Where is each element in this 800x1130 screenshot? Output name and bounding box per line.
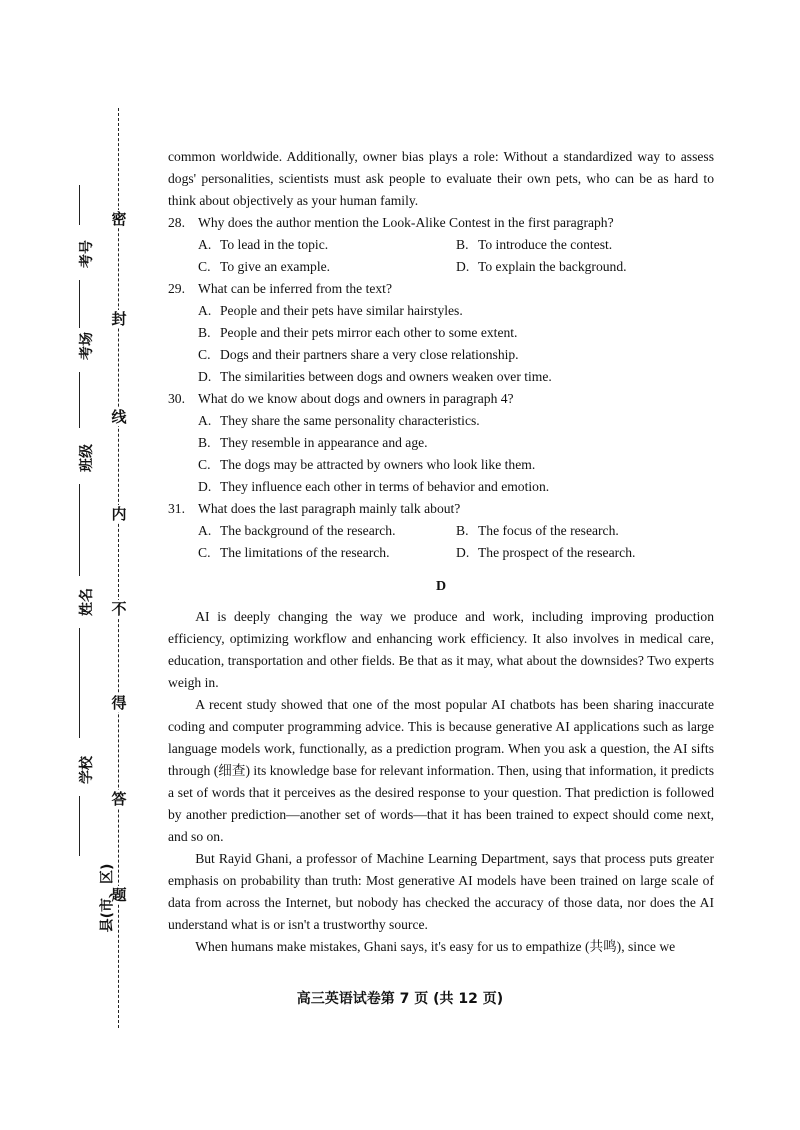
option-letter: B. <box>456 523 469 538</box>
option-text: People and their pets mirror each other to some extent. <box>220 325 518 340</box>
question-30-options <box>168 410 714 498</box>
option-b <box>456 520 714 542</box>
exam-room-blank <box>79 280 80 328</box>
option-text: The dogs may be attracted by owners who look like them. <box>220 457 536 472</box>
question-30 <box>168 388 714 410</box>
option-letter: D. <box>198 369 212 384</box>
option-b <box>198 322 714 344</box>
question-28 <box>168 212 714 234</box>
school-label: 学校 <box>79 756 95 784</box>
option-letter: B. <box>456 237 469 252</box>
option-text: The background of the research. <box>220 523 396 538</box>
page-content <box>168 146 714 958</box>
seal-char: 题 <box>111 886 127 904</box>
option-d <box>456 256 714 278</box>
seal-char: 得 <box>111 694 127 712</box>
option-c <box>198 454 714 476</box>
option-letter: C. <box>198 457 211 472</box>
option-text: The limitations of the research. <box>220 545 390 560</box>
option-letter: B. <box>198 325 211 340</box>
option-letter: A. <box>198 523 212 538</box>
passage-c-ending: common worldwide. Additionally, owner bias plays a role: Without a standardized way to assess dogs' personalities, scientists must ask people to evaluate their own pets, who can be as hard to think about objectively as your human family. <box>168 149 714 208</box>
option-b <box>456 234 714 256</box>
seal-char: 密 <box>111 210 127 228</box>
option-letter: A. <box>198 413 212 428</box>
option-c <box>198 256 456 278</box>
option-letter: C. <box>198 259 211 274</box>
seal-char: 答 <box>111 790 127 808</box>
option-letter: C. <box>198 545 211 560</box>
option-a <box>198 410 714 432</box>
option-text: They resemble in appearance and age. <box>220 435 428 450</box>
option-text: People and their pets have similar hairstyles. <box>220 303 463 318</box>
option-text: To lead in the topic. <box>220 237 329 252</box>
option-text: To introduce the contest. <box>478 237 613 252</box>
option-a <box>198 300 714 322</box>
question-number: 28. <box>168 215 185 230</box>
question-31 <box>168 498 714 520</box>
seal-char: 封 <box>111 310 127 328</box>
option-d <box>198 366 714 388</box>
question-number: 30. <box>168 391 185 406</box>
passage-d-paragraph: But Rayid Ghani, a professor of Machine Learning Department, says that process puts greater emphasis on probability than truth: Most generative AI models have been trained on large scale of data from across the Internet, but nobody has checked the accuracy of those data, nor does the AI understand what is or isn't a trustworthy source. <box>168 851 714 932</box>
passage-d-paragraph: A recent study showed that one of the most popular AI chatbots has been sharing inaccurate coding and computer programming advice. This is because generative AI applications such as large language models work, functionally, as a prediction program. When you ask a question, the AI sifts through (细查) its knowledge base for relevant information. Then, using that information, it predicts a set of words that it perceives as the desired response to your question. That prediction is followed by another prediction—another set of words—that it has been trained to expect should come next, and so on. <box>168 697 714 844</box>
class-blank <box>79 372 80 428</box>
option-letter: D. <box>456 545 470 560</box>
option-letter: D. <box>456 259 470 274</box>
option-text: Dogs and their partners share a very close relationship. <box>220 347 519 362</box>
question-text: What does the last paragraph mainly talk about? <box>198 501 461 516</box>
option-letter: C. <box>198 347 211 362</box>
option-letter: A. <box>198 237 212 252</box>
option-text: They influence each other in terms of behavior and emotion. <box>220 479 550 494</box>
option-letter: B. <box>198 435 211 450</box>
question-text: What can be inferred from the text? <box>198 281 392 296</box>
option-letter: D. <box>198 479 212 494</box>
seal-char: 线 <box>111 408 127 426</box>
seal-char: 内 <box>111 505 127 523</box>
option-c <box>198 542 456 564</box>
school-blank <box>79 628 80 738</box>
option-d <box>198 476 714 498</box>
question-28-options <box>168 234 714 278</box>
question-text: Why does the author mention the Look-Alike Contest in the first paragraph? <box>198 215 614 230</box>
option-b <box>198 432 714 454</box>
seal-char: 不 <box>111 600 127 618</box>
option-c <box>198 344 714 366</box>
option-text: They share the same personality characteristics. <box>220 413 480 428</box>
option-text: The similarities between dogs and owners weaken over time. <box>220 369 552 384</box>
option-a <box>198 234 456 256</box>
exam-number-blank <box>79 185 80 225</box>
county-blank <box>79 796 80 856</box>
option-d <box>456 542 714 564</box>
option-letter: A. <box>198 303 212 318</box>
passage-d-paragraph: When humans make mistakes, Ghani says, it's easy for us to empathize (共鸣), since we <box>195 939 676 954</box>
question-29 <box>168 278 714 300</box>
exam-room-label: 考场 <box>79 332 95 360</box>
county-label: 县(市、区) <box>99 863 116 933</box>
exam-number-label: 考号 <box>79 240 95 268</box>
question-29-options <box>168 300 714 388</box>
option-text: To explain the background. <box>478 259 627 274</box>
passage-d-paragraph: AI is deeply changing the way we produce and work, including improving production efficiency, optimizing workflow and enhancing work efficiency. It also involves in medical care, education, transportation and other fields. Be that as it may, what about the downsides? Two experts weigh in. <box>168 609 714 690</box>
section-heading: D <box>435 579 447 594</box>
page-footer: 高三英语试卷第 7 页 (共 12 页) <box>296 991 504 1007</box>
name-blank <box>79 484 80 576</box>
option-text: The focus of the research. <box>478 523 619 538</box>
name-label: 姓名 <box>79 588 95 616</box>
option-text: To give an example. <box>220 259 331 274</box>
class-label: 班级 <box>79 444 95 472</box>
question-number: 29. <box>168 281 185 296</box>
option-a <box>198 520 456 542</box>
question-number: 31. <box>168 501 185 516</box>
option-text: The prospect of the research. <box>478 545 636 560</box>
question-text: What do we know about dogs and owners in paragraph 4? <box>198 391 514 406</box>
question-31-options <box>168 520 714 564</box>
